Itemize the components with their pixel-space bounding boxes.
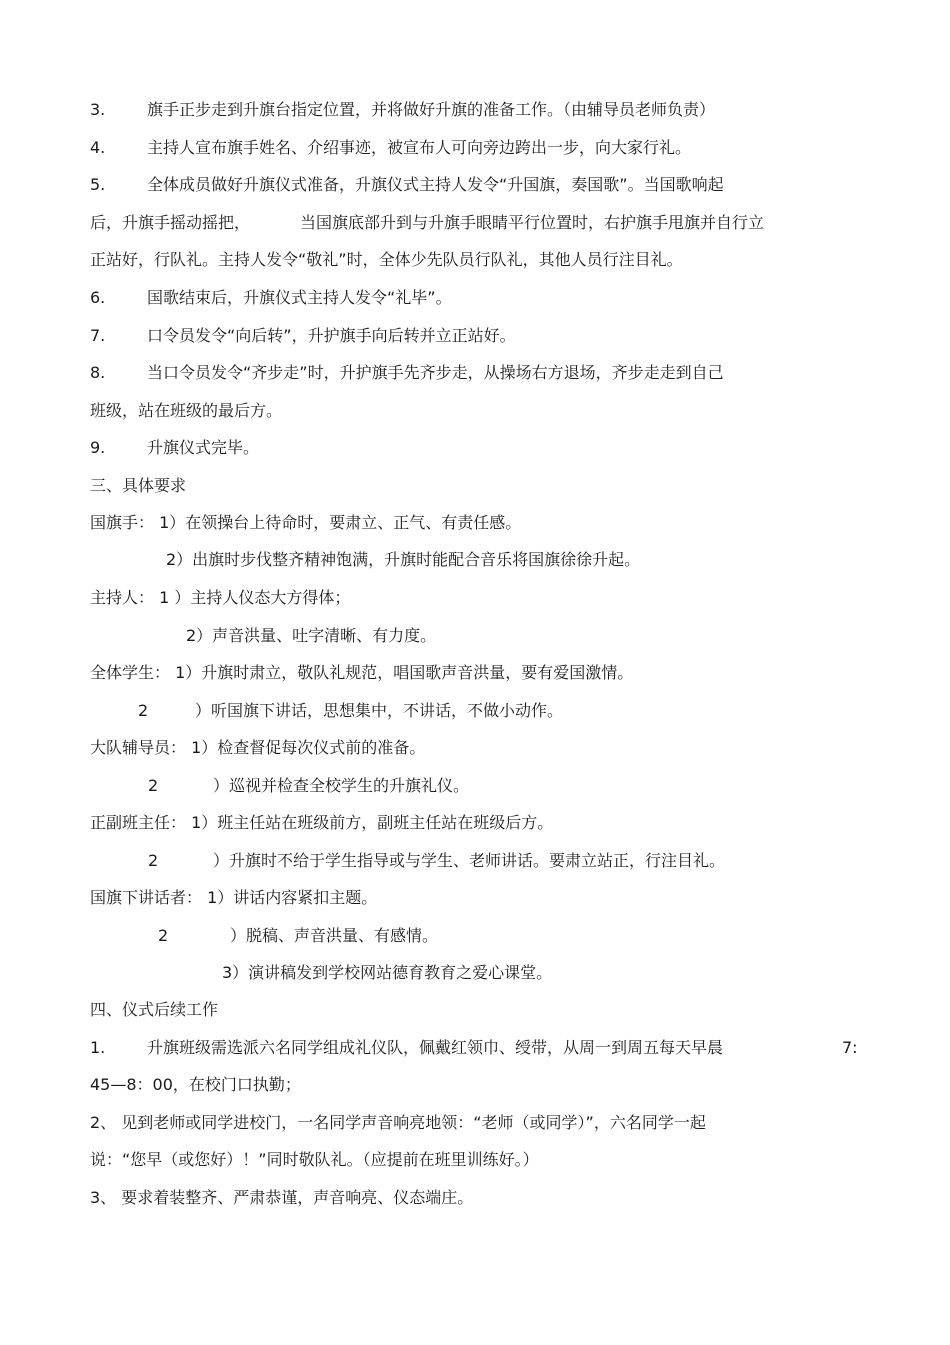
step-text: 升旗仪式完毕。 xyxy=(147,438,260,457)
step-text: 班级，站在班级的最后方。 xyxy=(90,401,283,420)
requirement-text: 大队辅导员： 1）检查督促每次仪式前的准备。 xyxy=(90,738,426,757)
step-number: 4. xyxy=(90,138,106,157)
step-text: 全体成员做好升旗仪式准备，升旗仪式主持人发令“升国旗，奏国歌”。当国歌响起 xyxy=(147,175,724,194)
section-heading: 三、具体要求 xyxy=(90,476,187,495)
step-text: 国歌结束后，升旗仪式主持人发令“礼毕”。 xyxy=(147,288,452,307)
requirement-number: 2 xyxy=(148,776,159,795)
item-text: 说：“您早（或您好）！”同时敬队礼。（应提前在班里训练好。） xyxy=(90,1150,539,1169)
requirement-text: ）升旗时不给于学生指导或与学生、老师讲话。要肃立站正，行注目礼。 xyxy=(213,851,726,870)
item-number: 1. xyxy=(90,1038,106,1057)
requirement-number: 2 xyxy=(148,851,159,870)
requirement-text: 主持人： 1 ）主持人仪态大方得体； xyxy=(90,588,351,607)
item-text: 3、 要求着装整齐、严肃恭谨，声音响亮、仪态端庄。 xyxy=(90,1188,474,1207)
step-text: 旗手正步走到升旗台指定位置，并将做好升旗的准备工作。（由辅导员老师负责） xyxy=(147,100,716,119)
step-text: 后，升旗手摇动摇把， xyxy=(90,213,251,232)
requirement-text: 2）出旗时步伐整齐精神饱满，升旗时能配合音乐将国旗徐徐升起。 xyxy=(166,550,641,569)
section-heading: 四、仪式后续工作 xyxy=(90,1000,219,1019)
step-number: 7. xyxy=(90,326,106,345)
requirement-text: ）巡视并检查全校学生的升旗礼仪。 xyxy=(213,776,470,795)
step-text: 主持人宣布旗手姓名、介绍事迹，被宣布人可向旁边跨出一步，向大家行礼。 xyxy=(147,138,692,157)
item-text: 45—8：00，在校门口执勤； xyxy=(90,1075,301,1094)
requirement-text: ）听国旗下讲话，思想集中，不讲话，不做小动作。 xyxy=(195,701,564,720)
requirement-text: 2）声音洪量、吐字清晰、有力度。 xyxy=(186,626,437,645)
requirement-text: 3）演讲稿发到学校网站德育教育之爱心课堂。 xyxy=(222,963,553,982)
step-number: 6. xyxy=(90,288,106,307)
step-text: 当国旗底部升到与升旗手眼睛平行位置时，右护旗手甩旗并自行立 xyxy=(300,213,765,232)
requirement-text: 国旗手： 1）在领操台上待命时，要肃立、正气、有责任感。 xyxy=(90,513,522,532)
step-number: 5. xyxy=(90,175,106,194)
step-text: 正站好，行队礼。主持人发令“敬礼”时，全体少先队员行队礼，其他人员行注目礼。 xyxy=(90,250,683,269)
step-text: 口令员发令“向后转”，升护旗手向后转并立正站好。 xyxy=(147,326,516,345)
requirement-text: 正副班主任： 1）班主任站在班级前方，副班主任站在班级后方。 xyxy=(90,813,554,832)
step-text: 当口令员发令“齐步走”时，升护旗手先齐步走，从操场右方退场，齐步走走到自己 xyxy=(147,363,724,382)
requirement-number: 2 xyxy=(138,701,149,720)
requirement-text: ）脱稿、声音洪量、有感情。 xyxy=(230,926,439,945)
item-text: 升旗班级需选派六名同学组成礼仪队，佩戴红领巾、绶带，从周一到周五每天早晨 xyxy=(147,1038,724,1057)
requirement-text: 全体学生： 1）升旗时肃立，敬队礼规范，唱国歌声音洪量，要有爱国激情。 xyxy=(90,663,634,682)
requirement-number: 2 xyxy=(158,926,169,945)
item-text: 7: xyxy=(842,1038,858,1057)
requirement-text: 国旗下讲话者： 1）讲话内容紧扣主题。 xyxy=(90,888,378,907)
step-number: 8. xyxy=(90,363,106,382)
step-number: 9. xyxy=(90,438,106,457)
item-text: 2、 见到老师或同学进校门，一名同学声音响亮地领：“老师（或同学）”，六名同学一起 xyxy=(90,1113,706,1132)
step-number: 3. xyxy=(90,100,106,119)
